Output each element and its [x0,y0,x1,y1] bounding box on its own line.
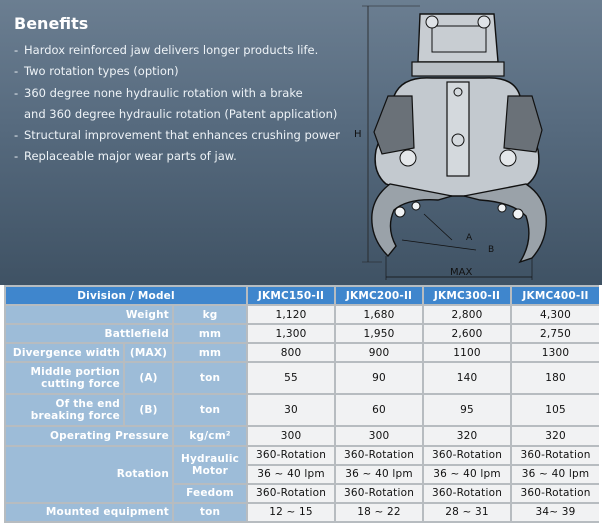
row-label-divergence: Divergence width [6,344,123,361]
benefit-item-continued: and 360 degree hydraulic rotation (Patent application) [24,106,338,121]
table-cell: 180 [512,363,599,393]
table-cell: 1,120 [248,306,334,323]
table-cell: 90 [336,363,422,393]
table-cell: 320 [512,427,599,444]
table-cell: 1,300 [248,325,334,342]
table-cell: 1100 [424,344,510,361]
model-header: JKMC150-II [248,287,334,304]
table-cell: 105 [512,395,599,425]
table-cell: 12 ~ 15 [248,504,334,521]
table-cell: 36 ~ 40 lpm [336,466,422,483]
model-header: JKMC400-II [512,287,599,304]
table-cell: 300 [248,427,334,444]
table-row [6,427,599,444]
row-unit: mm [174,344,246,361]
table-cell: 360-Rotation [512,447,599,464]
table-cell: 18 ~ 22 [336,504,422,521]
row-unit: mm [174,325,246,342]
table-cell: 2,600 [424,325,510,342]
table-row [6,325,599,342]
table-row [6,504,599,521]
row-unit: ton [174,395,246,425]
rotation-hydraulic-label: Hydraulic Motor [174,447,246,483]
benefit-item: - Two rotation types (option) [14,64,179,79]
benefit-item: - Hardox reinforced jaw delivers longer products life. [14,43,319,57]
table-cell: 55 [248,363,334,393]
table-cell: 95 [424,395,510,425]
table-row [6,363,599,393]
dim-b-label: B [488,245,495,255]
table-cell: 2,800 [424,306,510,323]
division-model-header: Division / Model [6,287,246,304]
row-sublabel: (MAX) [125,344,172,361]
spec-table [4,285,601,523]
benefit-item: - 360 degree none hydraulic rotation with a brake [14,85,303,100]
row-sublabel: (A) [125,363,172,393]
table-cell: 140 [424,363,510,393]
model-header: JKMC300-II [424,287,510,304]
rotation-feedom-label: Feedom [174,485,246,502]
dim-max-label: MAX [450,267,473,278]
table-cell: 360-Rotation [512,485,599,502]
benefit-item: - Structural improvement that enhances crushing power [14,128,341,143]
table-cell: 36 ~ 40 lpm [424,466,510,483]
dim-h-label: H [354,129,362,140]
row-label-middle: Middle portion cutting force [6,363,123,393]
row-label-mounted: Mounted equipment [6,504,172,521]
table-cell: 30 [248,395,334,425]
table-row [6,395,599,425]
benefits-title: Benefits [14,14,89,33]
table-row [6,447,599,464]
row-label-battlefield: Battlefield [6,325,172,342]
benefit-item: - Replaceable major wear parts of jaw. [14,149,237,164]
table-cell: 4,300 [512,306,599,323]
table-cell: 300 [336,427,422,444]
model-header: JKMC200-II [336,287,422,304]
table-row [6,306,599,323]
table-cell: 360-Rotation [336,447,422,464]
table-cell: 36 ~ 40 lpm [248,466,334,483]
table-cell: 900 [336,344,422,361]
row-unit: ton [174,504,246,521]
table-cell: 1300 [512,344,599,361]
row-unit: kg/cm² [174,427,246,444]
table-row [6,344,599,361]
row-unit: ton [174,363,246,393]
table-cell: 360-Rotation [424,447,510,464]
table-cell: 800 [248,344,334,361]
table-cell: 360-Rotation [248,447,334,464]
table-cell: 36 ~ 40 lpm [512,466,599,483]
table-cell: 34~ 39 [512,504,599,521]
row-label-weight: Weight [6,306,172,323]
row-label-pressure: Operating Pressure [6,427,172,444]
table-cell: 360-Rotation [336,485,422,502]
row-sublabel: (B) [125,395,172,425]
table-cell: 60 [336,395,422,425]
benefits-list [14,40,340,168]
table-cell: 320 [424,427,510,444]
table-cell: 1,950 [336,325,422,342]
row-unit: kg [174,306,246,323]
dim-a-label: A [466,233,473,243]
table-cell: 360-Rotation [248,485,334,502]
table-cell: 1,680 [336,306,422,323]
table-cell: 28 ~ 31 [424,504,510,521]
spec-table-wrap [4,285,599,523]
table-header-row [6,287,599,304]
row-label-end: Of the end breaking force [6,395,123,425]
crusher-diagram [342,0,602,285]
row-label-rotation: Rotation [6,447,172,502]
table-cell: 2,750 [512,325,599,342]
table-cell: 360-Rotation [424,485,510,502]
